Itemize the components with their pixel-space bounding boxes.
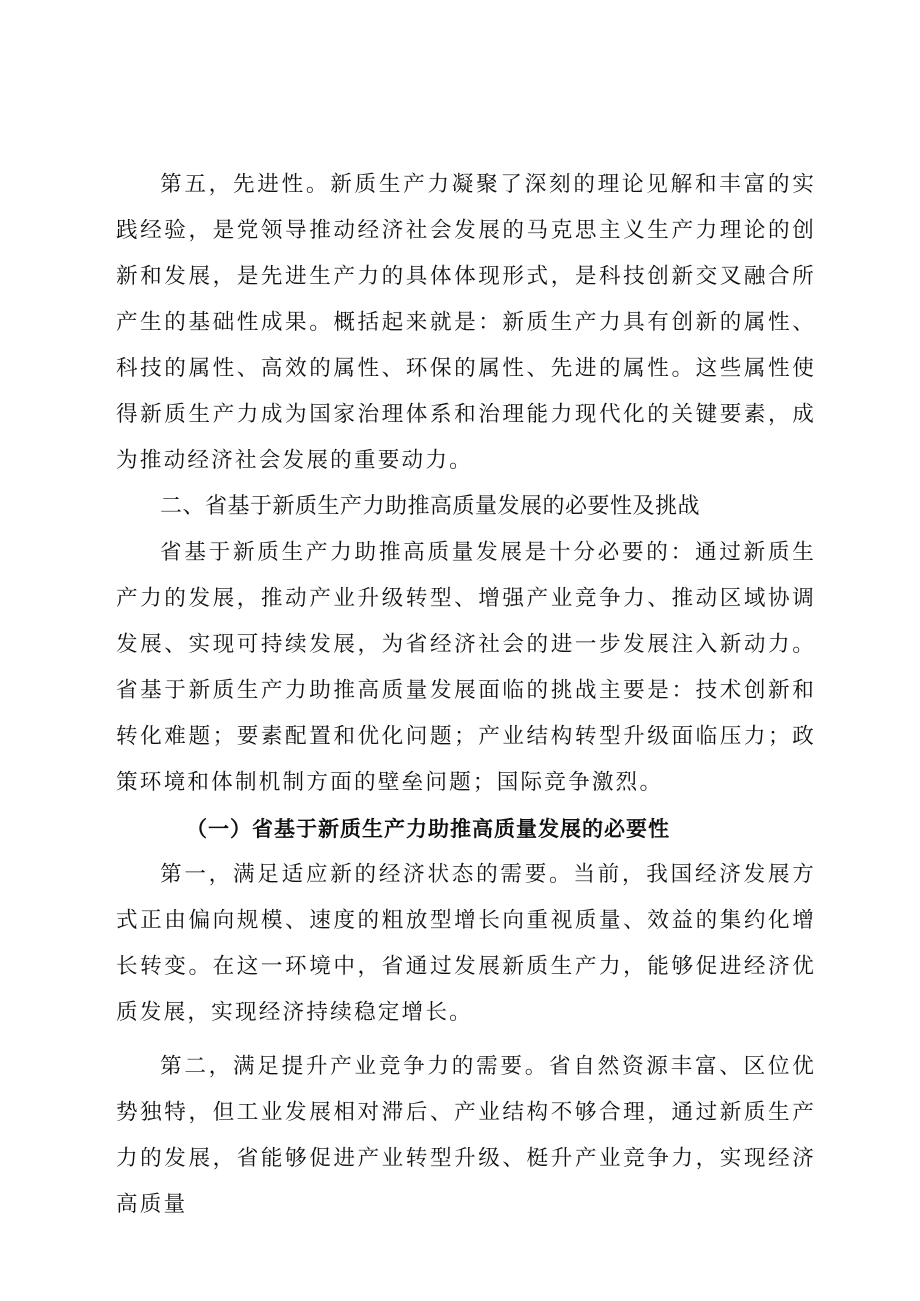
subsection-heading: （一）省基于新质生产力助推高质量发展的必要性 <box>186 816 670 841</box>
paragraph-gap <box>116 1036 816 1044</box>
document-body <box>116 162 816 1228</box>
paragraph-second-need: 第二，满足提升产业竞争力的需要。省自然资源丰富、区位优势独特，但工业发展相对滞后、产业结构不够合理，通过新质生产力的发展，省能够促进产业转型升级、梃升产业竞争力，实现经济高质量 <box>116 1054 816 1217</box>
paragraph-first-need: 第一，满足适应新的经济状态的需要。当前，我国经济发展方式正由偏向规模、速度的粗放型增长向重视质量、效益的集约化增长转变。在这一环境中，省通过发展新质生产力，能够促进经济优质发展，实现经济持续稳定增长。 <box>116 862 816 1025</box>
section-heading: 二、省基于新质生产力助推高质量发展的必要性及挑战 <box>160 494 701 519</box>
paragraph-advancement: 第五，先进性。新质生产力凝聚了深刻的理论见解和丰富的实践经验，是党领导推动经济社会发展的马克思主义生产力理论的创新和发展，是先进生产力的具体体现形式，是科技创新交叉融合所产生的基础性成果。概括起来就是：新质生产力具有创新的属性、科技的属性、高效的属性、环保的属性、先进的属性。这些属性使得新质生产力成为国家治理体系和治理能力现代化的关键要素，成为推动经济社会发展的重要动力。 <box>116 172 816 473</box>
paragraph-necessity-challenges: 省基于新质生产力助推高质量发展是十分必要的：通过新质生产力的发展，推动产业升级转型、增强产业竞争力、推动区域协调发展、实现可持续发展，为省经济社会的进一步发展注入新动力。省基于新质生产力助推高质量发展面临的挑战主要是：技术创新和转化难题；要素配置和优化问题；产业结构转型升级面临压力；政策环境和体制机制方面的壁垒问题；国际竞争激烈。 <box>116 540 816 795</box>
